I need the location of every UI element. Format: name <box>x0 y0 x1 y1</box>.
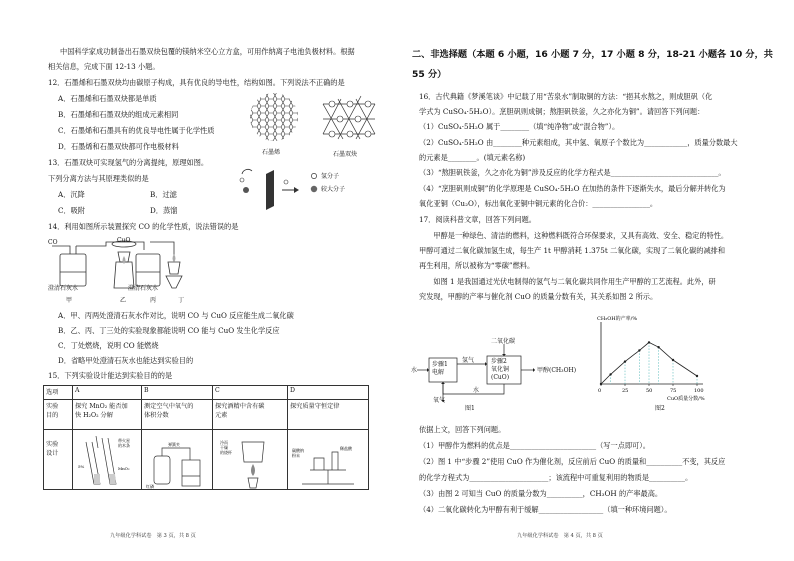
svg-text:5%: 5% <box>78 464 85 469</box>
q15-header-a: A <box>73 386 142 400</box>
label-co: CO <box>48 239 58 246</box>
fig2-caption: 图2 <box>655 405 665 412</box>
intro-line-2: 相关信息，完成下面 12-13 小题。 <box>48 62 160 71</box>
legend-larger-molecule: 较大分子 <box>321 186 346 193</box>
q15-header-option: 选项 <box>44 386 73 400</box>
graphene-figure <box>243 92 305 142</box>
data-point <box>638 349 640 351</box>
q16-line-3: （1）CuSO₄·5H₂O 属于________（填“纯净物”或“混合物”）。 <box>419 122 620 131</box>
graphene-caption: 石墨烯 <box>262 149 281 156</box>
x-tick-label: 50 <box>646 388 653 394</box>
q17-part-2-line1: （2）图 1 中“步骤 2”使用 CuO 作为催化剂，反应前后 CuO 的质量和__________不变，其反应 <box>419 457 726 466</box>
article-line-5: 究发现，甲醇的产率与催化剂 CuO 的质量分数有关，其关系如图 2 所示。 <box>419 292 658 301</box>
fig1-h2: 氢气 <box>462 357 475 364</box>
q15-goal-b: 测定空气中氧气的 体积分数 <box>142 400 213 430</box>
data-point <box>657 346 659 348</box>
svg-text:粉末: 粉末 <box>292 453 300 458</box>
fig1-water: 水 <box>411 367 418 374</box>
design-c-drawing <box>218 436 284 490</box>
x-tick-label: 0 <box>598 388 602 394</box>
q17-part-3: （3）由图 2 可知当 CuO 的质量分数为__________，CH₃OH 的产率最高。 <box>419 489 663 498</box>
svg-text:碳酸钠: 碳酸钠 <box>292 448 304 453</box>
fig1-step2-line1: 步骤2 <box>491 358 507 365</box>
q15-goal-c: 探究酒精中含有碳 元素 <box>213 400 288 430</box>
svg-text:带火星: 带火星 <box>118 438 130 443</box>
article-line-3: 再生利用，所以被称为“零碳”燃料。 <box>419 261 535 270</box>
article-line-2: 甲醇可通过二氧化碳加氢生成，每生产 1t 甲醇消耗 1.375t 二氧化碳，实现了二氧化碳的减排和 <box>419 246 726 255</box>
q15-design-label: 实验 设计 <box>44 430 73 490</box>
graphdiyne-caption: 石墨双炔 <box>333 151 358 158</box>
q14-option-d: D．省略甲处澄清石灰水也能达到实验目的 <box>58 356 194 365</box>
fig1-caption: 图1 <box>465 405 475 412</box>
x-tick-label: 75 <box>670 388 677 394</box>
fig1-product: 甲醇(CH₃OH) <box>537 367 577 374</box>
q16-line-2: 学式为 CuSO₄·5H₂O）。烹胆矾则成铜；熬胆矾铁釜，久之亦化为铜”。请回答下列问题： <box>419 107 705 116</box>
q15-header-c: C <box>213 386 288 400</box>
section-heading-line-1: 二、非选择题（本题 6 小题，16 小题 7 分，17 小题 8 分，18-21 小题各 10 分，共 <box>412 49 773 60</box>
q16-line-4: （2）CuSO₄·5H₂O 由________种元素组成，其中氢、氧原子个数比为____________，质量分数最大 <box>419 138 738 147</box>
data-point <box>672 359 674 361</box>
svg-text:MnO₂: MnO₂ <box>118 466 130 471</box>
intro-line-1: 中国科学家成功制备出石墨双炔包覆的镁纳米空心立方盒，可用作纳离子电池负极材料。根据 <box>60 47 355 56</box>
article-line-4: 如图 1 是我国通过光伏电制得的氢气与二氧化碳共同作用生产甲醇的工艺流程。此外，研 <box>419 277 716 286</box>
q14-option-b: B．乙、丙、丁三处的实验现象都能说明 CO 能与 CuO 发生化学反应 <box>58 326 280 335</box>
right-footer: 九年级化学科试卷 第 4 页，共 8 页 <box>517 533 603 539</box>
separation-figure <box>238 168 308 210</box>
svg-text:干燥: 干燥 <box>220 445 228 450</box>
x-tick-label: 100 <box>694 388 704 394</box>
label-jia: 甲 <box>66 297 73 304</box>
design-a-drawing <box>78 434 140 490</box>
label-yi: 乙 <box>120 297 127 304</box>
q17-part-2-line2: 的化学方程式为______________________；该流程中可重复利用的物质是__________。 <box>419 473 693 482</box>
data-point <box>624 360 626 362</box>
label-lime-1: 澄清石灰水 <box>48 285 79 292</box>
q12-option-d: D．石墨烯和石墨双炔都可作电极材料 <box>58 142 179 151</box>
q13-option-a: A．沉降 <box>58 190 85 199</box>
q12-option-b: B．石墨烯和石墨双炔的组成元素相同 <box>58 110 179 119</box>
graphdiyne-figure <box>318 94 380 144</box>
legend-markers <box>310 172 318 194</box>
svg-text:弹簧夹: 弹簧夹 <box>168 442 180 447</box>
figure-2-chart <box>587 312 717 412</box>
q15-header-d: D <box>288 386 369 400</box>
q15-header-b: B <box>142 386 213 400</box>
data-point <box>648 341 650 343</box>
x-tick-label: 25 <box>622 388 629 394</box>
q17-part-1: （1）甲醇作为燃料的优点是________________________（写一点即可）。 <box>419 441 650 450</box>
q15-goal-d: 探究质量守恒定律 <box>288 400 369 430</box>
q16-line-8: 氧化亚铜（Cu₂O），标出氧化亚铜中铜元素的化合价：________________。 <box>419 199 658 208</box>
svg-text:稀盐酸: 稀盐酸 <box>340 446 352 451</box>
q16-line-5: 的元素是________。(填元素名称) <box>419 153 526 162</box>
questions-intro: 依据上文，回答下列问题。 <box>419 425 506 434</box>
left-footer: 九年级化学科试卷 第 3 页，共 8 页 <box>110 533 196 539</box>
svg-text:冷而: 冷而 <box>220 440 228 445</box>
fig1-o2: 氧气 <box>433 397 446 404</box>
svg-text:的木条: 的木条 <box>118 443 130 448</box>
q13-option-d: D．蒸馏 <box>150 206 178 215</box>
label-lime-2: 澄清石灰水 <box>128 285 159 292</box>
q13-stem-2: 下列分离方法与其原理类似的是 <box>48 174 149 183</box>
fig1-co2: 二氧化碳 <box>491 338 516 345</box>
data-point <box>600 383 602 385</box>
q14-option-c: C．丁处燃烧，说明 CO 能燃烧 <box>58 341 159 350</box>
label-ding: 丁 <box>178 297 185 304</box>
q15-goal-label: 实验 目的 <box>44 400 73 430</box>
q13-stem: 13．石墨双炔可实现氢气的分离提纯，原理如图。 <box>48 158 209 167</box>
q14-option-a: A．甲、丙两处澄清石灰水作对比，说明 CO 与 CuO 反应能生成二氧化碳 <box>58 311 294 320</box>
q12-option-c: C．石墨烯和石墨具有的优良导电性属于化学性质 <box>58 126 215 135</box>
q16-line-6: （3）“熬胆矾铁釜，久之亦化为铜”涉及反应的化学方程式是______________________________。 <box>419 168 726 177</box>
fig1-water-return: 水 <box>473 387 480 394</box>
design-b-drawing <box>146 438 208 490</box>
label-cuo: CuO <box>117 237 131 244</box>
design-d-drawing <box>292 438 364 490</box>
q17-stem: 17．阅读科普文章，回答下列问题。 <box>419 215 536 224</box>
fig1-step2-line3: (CuO) <box>491 374 510 381</box>
q12-stem: 12．石墨烯和石墨双炔均由碳原子构成，具有优良的导电性，结构如图。下列说法不正确的是 <box>48 78 345 87</box>
q13-option-b: B．过滤 <box>150 190 177 199</box>
right-page <box>397 0 794 561</box>
svg-text:的烧杯: 的烧杯 <box>220 450 232 455</box>
q16-line-1: 16．古代典籍《梦溪笔谈》中记载了用“苦泉水”制取铜的方法：“挹其水熬之，则成胆矾（化 <box>419 92 713 101</box>
q17-part-4: （4）二氧化碳转化为甲醇有利于缓解__________________（填一种环境问题）。 <box>419 505 672 514</box>
article-line-1: 甲醇是一种绿色、清洁的燃料，这种燃料既符合环保要求，又具有高效、安全、稳定的特性。 <box>419 231 729 240</box>
chart-axes <box>601 322 703 384</box>
label-bing: 丙 <box>150 297 157 304</box>
section-heading-line-2: 55 分） <box>412 69 447 80</box>
data-point <box>609 373 611 375</box>
fig1-step2-line2: 氧化铜 <box>491 366 510 373</box>
q15-goal-a: 探究 MnO₂ 能否加 快 H₂O₂ 分解 <box>73 400 142 430</box>
x-axis-label: CuO质量分数/% <box>667 396 705 402</box>
q13-option-c: C．吸附 <box>58 206 86 215</box>
q14-stem: 14．利用如图所示装置探究 CO 的化学性质，说法错误的是 <box>48 222 239 231</box>
legend-hydrogen: 氢分子 <box>321 173 340 180</box>
q15-stem: 15．下列实验设计能达到实验目的的是 <box>48 371 173 380</box>
fig1-step1-line1: 步骤1 <box>432 361 448 368</box>
y-axis-label: CH₃OH的产率/% <box>597 316 638 322</box>
q12-option-a: A．石墨烯和石墨双炔都是单质 <box>58 94 157 103</box>
svg-text:红磷: 红磷 <box>146 484 154 489</box>
data-point <box>696 375 698 377</box>
fig1-step1-line2: 电解 <box>432 369 445 376</box>
q16-line-7: （4）“烹胆矾则成铜”的化学原理是 CuSO₄·5H₂O 在加热的条件下逐渐失水，最后分解并转化为 <box>419 184 726 193</box>
